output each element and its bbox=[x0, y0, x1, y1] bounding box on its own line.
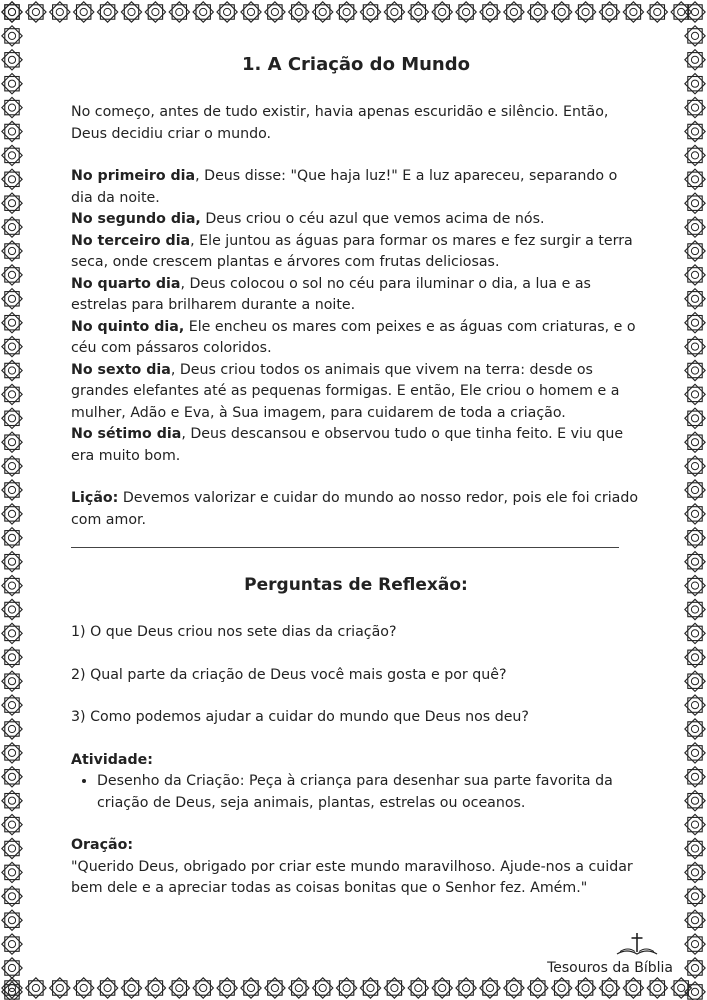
border-ornament-icon bbox=[2, 145, 22, 165]
border-ornament-icon bbox=[685, 791, 705, 811]
border-ornament-icon bbox=[2, 862, 22, 882]
border-ornament-icon bbox=[504, 2, 524, 22]
border-ornament-icon bbox=[2, 743, 22, 763]
border-ornament-icon bbox=[2, 528, 22, 548]
border-ornament-icon bbox=[74, 2, 94, 22]
activity-list bbox=[71, 771, 641, 814]
lesson-label: Lição: bbox=[71, 490, 119, 506]
border-ornament-icon bbox=[2, 217, 22, 237]
activity-label: Atividade: bbox=[71, 751, 153, 768]
border-ornament-icon bbox=[97, 2, 117, 22]
border-ornament-icon bbox=[2, 934, 22, 954]
border-ornament-icon bbox=[685, 886, 705, 906]
border-ornament-icon bbox=[685, 958, 705, 978]
border-ornament-icon bbox=[217, 978, 237, 998]
day-6-text: , Deus criou todos os animais que vivem na terra: desde os grandes elefantes até as pequenas formigas. E então, Ele criou o homem e a mulher, Adão e Eva, à Sua imagem, para cuidarem de toda a criação. bbox=[71, 361, 620, 421]
border-ornament-icon bbox=[685, 217, 705, 237]
border-ornament-icon bbox=[685, 623, 705, 643]
border-ornament-icon bbox=[2, 265, 22, 285]
border-ornament-icon bbox=[432, 978, 452, 998]
border-ornament-icon bbox=[169, 978, 189, 998]
border-ornament-icon bbox=[552, 978, 572, 998]
day-7-label: No sétimo dia bbox=[71, 426, 182, 442]
border-ornament-icon bbox=[2, 695, 22, 715]
border-ornament-icon bbox=[623, 978, 643, 998]
border-ornament-icon bbox=[2, 193, 22, 213]
day-4-text: , Deus colocou o sol no céu para iluminar o dia, a lua e as estrelas para brilharem durante a noite. bbox=[71, 275, 591, 313]
day-1 bbox=[71, 166, 641, 209]
day-4 bbox=[71, 274, 641, 317]
prayer-heading bbox=[71, 835, 641, 857]
day-1-label: No primeiro dia bbox=[71, 168, 196, 184]
border-ornament-icon bbox=[685, 862, 705, 882]
prayer-text: "Querido Deus, obrigado por criar este mundo maravilhoso. Ajude-nos a cuidar bem dele e a apreciar todas as coisas bonitas que o Senhor fez. Amém." bbox=[71, 858, 633, 896]
border-ornament-icon bbox=[50, 2, 70, 22]
day-6 bbox=[71, 360, 641, 425]
border-ornament-icon bbox=[2, 336, 22, 356]
day-7 bbox=[71, 424, 641, 467]
prayer-label: Oração: bbox=[71, 837, 134, 853]
border-ornament-icon bbox=[2, 289, 22, 309]
border-ornament-icon bbox=[145, 978, 165, 998]
day-5-text: Ele encheu os mares com peixes e as águas com criaturas, e o céu com pássaros coloridos. bbox=[71, 318, 636, 356]
document-body bbox=[71, 52, 641, 900]
border-ornament-icon bbox=[685, 743, 705, 763]
border-ornament-icon bbox=[685, 2, 705, 22]
border-ornament-icon bbox=[685, 838, 705, 858]
border-ornament-icon bbox=[685, 695, 705, 715]
border-ornament-icon bbox=[2, 74, 22, 94]
border-ornament-icon bbox=[685, 647, 705, 667]
day-6-label: No sexto dia bbox=[71, 361, 171, 378]
border-bottom-ornament bbox=[0, 976, 707, 1000]
day-2-text: Deus criou o céu azul que vemos acima de nós. bbox=[200, 211, 545, 227]
border-ornament-icon bbox=[2, 814, 22, 834]
border-ornament-icon bbox=[685, 360, 705, 380]
border-ornament-icon bbox=[685, 599, 705, 619]
border-ornament-icon bbox=[50, 978, 70, 998]
border-ornament-icon bbox=[685, 336, 705, 356]
border-ornament-icon bbox=[685, 145, 705, 165]
border-ornament-icon bbox=[97, 978, 117, 998]
border-ornament-icon bbox=[2, 575, 22, 595]
border-ornament-icon bbox=[2, 26, 22, 46]
border-ornament-icon bbox=[480, 978, 500, 998]
border-ornament-icon bbox=[336, 2, 356, 22]
border-ornament-icon bbox=[599, 978, 619, 998]
activity-item: • Desenho da Criação: Peça à criança para desenhar sua parte favorita da criação de Deus, seja animais, plantas, estrelas ou oceanos. bbox=[97, 771, 641, 814]
border-ornament-icon bbox=[360, 978, 380, 998]
border-ornament-icon bbox=[2, 313, 22, 333]
border-top-ornament bbox=[0, 0, 707, 24]
border-ornament-icon bbox=[313, 978, 333, 998]
border-ornament-icon bbox=[145, 2, 165, 22]
border-ornament-icon bbox=[2, 647, 22, 667]
border-ornament-icon bbox=[217, 2, 237, 22]
border-ornament-icon bbox=[2, 50, 22, 70]
border-ornament-icon bbox=[241, 978, 261, 998]
border-ornament-icon bbox=[2, 886, 22, 906]
border-ornament-icon bbox=[575, 978, 595, 998]
border-ornament-icon bbox=[2, 910, 22, 930]
footer-brand bbox=[547, 932, 673, 978]
question-2: 2) Qual parte da criação de Deus você mais gosta e por quê? bbox=[71, 666, 507, 683]
border-ornament-icon bbox=[685, 289, 705, 309]
border-ornament-icon bbox=[685, 97, 705, 117]
border-ornament-icon bbox=[575, 2, 595, 22]
border-ornament-icon bbox=[193, 978, 213, 998]
border-ornament-icon bbox=[552, 2, 572, 22]
border-ornament-icon bbox=[685, 719, 705, 739]
border-ornament-icon bbox=[2, 456, 22, 476]
border-ornament-icon bbox=[2, 480, 22, 500]
border-ornament-icon bbox=[2, 384, 22, 404]
border-ornament-icon bbox=[74, 978, 94, 998]
day-3-text: , Ele juntou as águas para formar os mares e fez surgir a terra seca, onde crescem plantas e árvores com frutas deliciosas. bbox=[71, 232, 633, 270]
border-ornament-icon bbox=[685, 456, 705, 476]
border-ornament-icon bbox=[384, 978, 404, 998]
border-ornament-icon bbox=[685, 265, 705, 285]
border-ornament-icon bbox=[265, 2, 285, 22]
border-ornament-icon bbox=[289, 2, 309, 22]
border-ornament-icon bbox=[241, 2, 261, 22]
border-ornament-icon bbox=[2, 169, 22, 189]
cross-book-icon bbox=[615, 932, 659, 958]
reflection-title: Perguntas de Reflexão: bbox=[244, 575, 468, 595]
border-ornament-icon bbox=[2, 504, 22, 524]
page-title: 1. A Criação do Mundo bbox=[242, 54, 470, 75]
border-ornament-icon bbox=[2, 982, 22, 1000]
border-ornament-icon bbox=[685, 910, 705, 930]
border-ornament-icon bbox=[2, 408, 22, 428]
border-ornament-icon bbox=[685, 50, 705, 70]
brand-name: Tesouros da Bíblia bbox=[547, 960, 673, 976]
border-ornament-icon bbox=[685, 552, 705, 572]
border-ornament-icon bbox=[685, 671, 705, 691]
border-ornament-icon bbox=[360, 2, 380, 22]
lesson-text: Devemos valorizar e cuidar do mundo ao nosso redor, pois ele foi criado com amor. bbox=[71, 490, 639, 528]
border-ornament-icon bbox=[2, 958, 22, 978]
border-ornament-icon bbox=[685, 814, 705, 834]
border-ornament-icon bbox=[685, 934, 705, 954]
border-ornament-icon bbox=[456, 2, 476, 22]
border-ornament-icon bbox=[2, 432, 22, 452]
border-ornament-icon bbox=[685, 504, 705, 524]
day-1-text: , Deus disse: "Que haja luz!" E a luz apareceu, separando o dia da noite. bbox=[71, 168, 618, 206]
border-left-ornament bbox=[0, 0, 24, 1000]
border-ornament-icon bbox=[685, 313, 705, 333]
question-3: 3) Como podemos ajudar a cuidar do mundo que Deus nos deu? bbox=[71, 709, 529, 725]
border-ornament-icon bbox=[528, 2, 548, 22]
border-ornament-icon bbox=[2, 599, 22, 619]
day-4-label: No quarto dia bbox=[71, 275, 181, 292]
activity-heading bbox=[71, 750, 641, 772]
border-ornament-icon bbox=[685, 74, 705, 94]
border-ornament-icon bbox=[2, 360, 22, 380]
border-ornament-icon bbox=[685, 982, 705, 1000]
border-ornament-icon bbox=[265, 978, 285, 998]
border-ornament-icon bbox=[432, 2, 452, 22]
border-ornament-icon bbox=[408, 978, 428, 998]
border-ornament-icon bbox=[2, 719, 22, 739]
border-ornament-icon bbox=[685, 480, 705, 500]
border-ornament-icon bbox=[2, 767, 22, 787]
border-ornament-icon bbox=[313, 2, 333, 22]
day-5-label: No quinto dia, bbox=[71, 318, 185, 335]
day-5 bbox=[71, 317, 641, 360]
border-ornament-icon bbox=[685, 193, 705, 213]
border-ornament-icon bbox=[336, 978, 356, 998]
creation-days bbox=[71, 166, 641, 467]
border-ornament-icon bbox=[456, 978, 476, 998]
border-ornament-icon bbox=[685, 121, 705, 141]
border-ornament-icon bbox=[289, 978, 309, 998]
border-ornament-icon bbox=[647, 2, 667, 22]
day-3-label: No terceiro dia bbox=[71, 232, 191, 249]
border-ornament-icon bbox=[2, 241, 22, 261]
border-right-ornament bbox=[683, 0, 707, 1000]
border-ornament-icon bbox=[2, 838, 22, 858]
border-ornament-icon bbox=[2, 121, 22, 141]
border-ornament-icon bbox=[408, 2, 428, 22]
border-ornament-icon bbox=[26, 2, 46, 22]
intro-paragraph: No começo, antes de tudo existir, havia apenas escuridão e silêncio. Então, Deus decidiu criar o mundo. bbox=[71, 104, 609, 142]
border-ornament-icon bbox=[685, 575, 705, 595]
divider-line bbox=[71, 547, 619, 548]
border-ornament-icon bbox=[26, 978, 46, 998]
lesson bbox=[71, 488, 641, 531]
border-ornament-icon bbox=[504, 978, 524, 998]
border-ornament-icon bbox=[599, 2, 619, 22]
border-ornament-icon bbox=[2, 791, 22, 811]
border-ornament-icon bbox=[384, 2, 404, 22]
question-1: 1) O que Deus criou nos sete dias da criação? bbox=[71, 624, 397, 640]
border-ornament-icon bbox=[169, 2, 189, 22]
border-ornament-icon bbox=[685, 408, 705, 428]
border-ornament-icon bbox=[121, 2, 141, 22]
border-ornament-icon bbox=[480, 2, 500, 22]
border-ornament-icon bbox=[685, 767, 705, 787]
border-ornament-icon bbox=[2, 671, 22, 691]
border-ornament-icon bbox=[2, 623, 22, 643]
border-ornament-icon bbox=[121, 978, 141, 998]
border-ornament-icon bbox=[647, 978, 667, 998]
day-2 bbox=[71, 209, 641, 231]
border-ornament-icon bbox=[2, 97, 22, 117]
border-ornament-icon bbox=[685, 384, 705, 404]
border-ornament-icon bbox=[528, 978, 548, 998]
day-7-text: , Deus descansou e observou tudo o que tinha feito. E viu que era muito bom. bbox=[71, 426, 624, 464]
day-2-label: No segundo dia, bbox=[71, 211, 201, 227]
border-ornament-icon bbox=[685, 241, 705, 261]
border-ornament-icon bbox=[2, 2, 22, 22]
border-ornament-icon bbox=[193, 2, 213, 22]
border-ornament-icon bbox=[2, 552, 22, 572]
border-ornament-icon bbox=[623, 2, 643, 22]
day-3 bbox=[71, 231, 641, 274]
border-ornament-icon bbox=[685, 528, 705, 548]
border-ornament-icon bbox=[685, 432, 705, 452]
border-ornament-icon bbox=[685, 26, 705, 46]
border-ornament-icon bbox=[685, 169, 705, 189]
